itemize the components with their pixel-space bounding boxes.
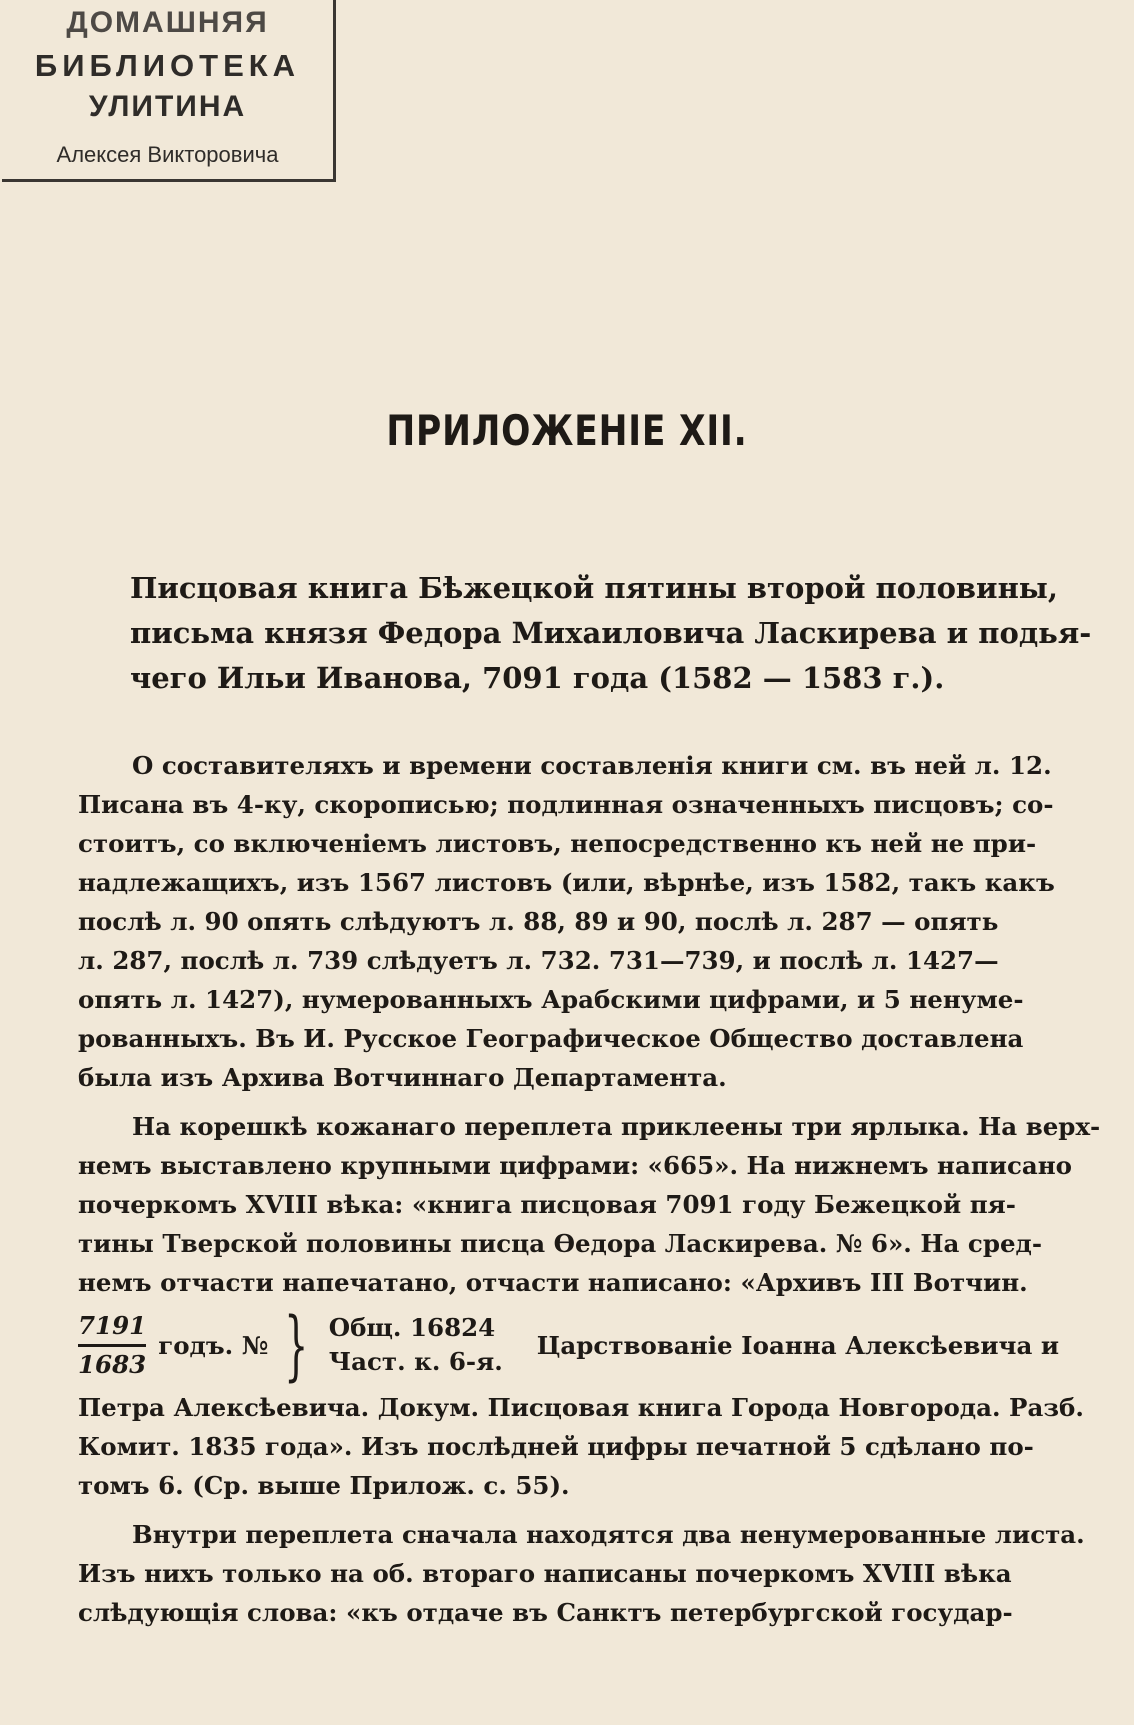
text-line: немъ отчасти напечатано, отчасти написано: «Архивъ III Вотчин. <box>78 1268 1028 1297</box>
fraction-bar <box>78 1344 146 1347</box>
text-line: надлежащихъ, изъ 1567 листовъ (или, вѣрнѣе, изъ 1582, такъ какъ <box>78 868 1055 897</box>
brace-glyph: } <box>284 1300 309 1389</box>
text-line: Внутри переплета сначала находятся два ненумерованные листа. <box>132 1520 1085 1549</box>
subtitle-line: чего Ильи Иванова, 7091 года (1582 — 1583 г.). <box>130 661 945 695</box>
paragraph-1 <box>78 746 1055 1097</box>
text-line: Петра Алексѣевича. Докум. Писцовая книга Города Новгорода. Разб. <box>78 1393 1084 1422</box>
text-line: Изъ нихъ только на об. втораго написаны почеркомъ XVIII вѣка <box>78 1559 1012 1588</box>
stamp-line-1: ДОМАШНЯЯ <box>66 6 269 39</box>
archive-label-line <box>78 1300 1060 1389</box>
text-line: немъ выставлено крупными цифрами: «665». На нижнемъ написано <box>78 1151 1073 1180</box>
text-line: Комит. 1835 года». Изъ послѣдней цифры печатной 5 сдѣлано по- <box>78 1432 1034 1461</box>
stamp-line-3: УЛИТИНА <box>88 90 247 123</box>
paragraph-3 <box>78 1515 1085 1632</box>
text-line: слѣдующія слова: «къ отдаче въ Санктъ петербургской государ- <box>78 1598 1013 1627</box>
text-line: послѣ л. 90 опять слѣдуютъ л. 88, 89 и 90, послѣ л. 287 — опять <box>78 907 999 936</box>
text-line: О составителяхъ и времени составленія книги см. въ ней л. 12. <box>132 751 1052 780</box>
library-stamp <box>2 0 336 182</box>
subtitle-line: Писцовая книга Бѣжецкой пятины второй половины, <box>130 571 1058 605</box>
god-label: годъ. № <box>158 1330 269 1360</box>
text-line: томъ 6. (Ср. выше Прилож. с. 55). <box>78 1471 570 1500</box>
stamp-line-2: БИБЛИОТЕКА <box>34 48 301 83</box>
text-line: рованныхъ. Въ И. Русское Географическое Общество доставлена <box>78 1024 1024 1053</box>
text-line: л. 287, послѣ л. 739 слѣдуетъ л. 732. 731—739, и послѣ л. 1427— <box>78 946 999 975</box>
text-line: На корешкѣ кожанаго переплета приклеены три ярлыка. На верх- <box>132 1112 1101 1141</box>
year-fraction <box>78 1310 146 1381</box>
text-line: опять л. 1427), нумерованныхъ Арабскими цифрами, и 5 ненуме- <box>78 985 1024 1014</box>
text-line: тины Тверской половины писца Ѳедора Ласкирева. № 6». На сред- <box>78 1229 1043 1258</box>
paragraph-2 <box>78 1107 1101 1505</box>
year-bottom: 1683 <box>78 1349 147 1379</box>
stamp-line-4: Алексея Викторовича <box>56 142 279 167</box>
obsh-number: Общ. 16824 <box>328 1313 496 1342</box>
chast-number: Част. к. 6-я. <box>328 1347 503 1376</box>
year-top: 7191 <box>78 1310 147 1340</box>
reign-text: Царствованіе Іоанна Алексѣевича и <box>536 1330 1060 1360</box>
archive-numbers <box>329 1311 503 1379</box>
text-line: Писана въ 4-ку, скорописью; подлинная означенныхъ писцовъ; со- <box>78 790 1054 819</box>
appendix-subtitle <box>130 566 1092 701</box>
text-line: стоитъ, со включеніемъ листовъ, непосредственно къ ней не при- <box>78 829 1037 858</box>
subtitle-line: письма князя Федора Михаиловича Ласкирева и подья- <box>130 616 1092 650</box>
text-line: почеркомъ XVIII вѣка: «книга писцовая 7091 году Бежецкой пя- <box>78 1190 1016 1219</box>
appendix-title: ПРИЛОЖЕНІЕ XII. <box>386 406 748 455</box>
text-line: была изъ Архива Вотчиннаго Департамента. <box>78 1063 727 1092</box>
body-text <box>78 746 1101 1632</box>
bleed-through-text <box>560 80 1030 120</box>
